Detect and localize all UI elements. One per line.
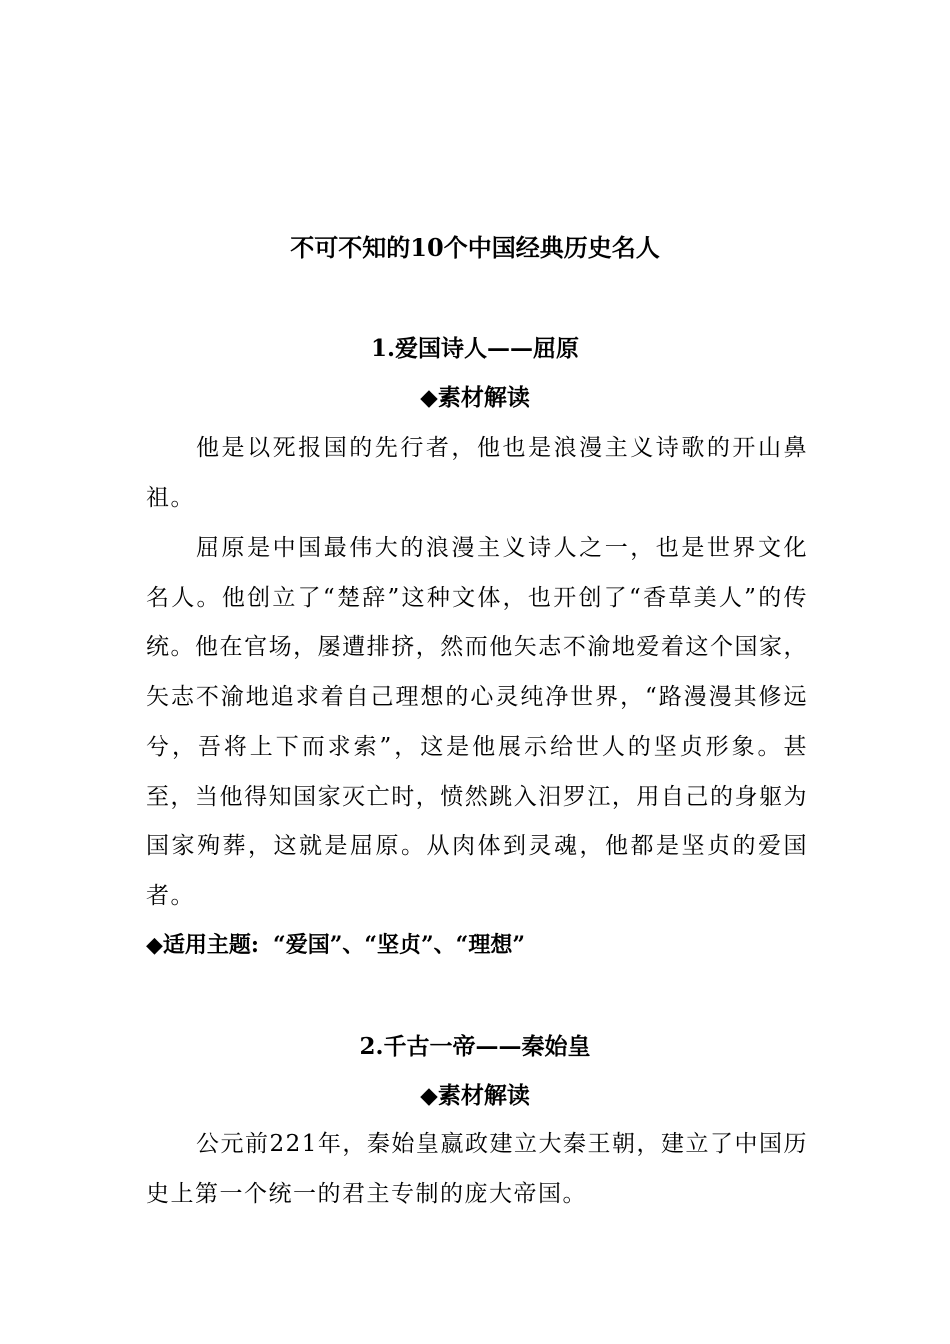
- section-1-theme-label: ◆适用主题:: [146, 932, 260, 958]
- section-1-theme: [146, 928, 808, 962]
- section-1-paragraph-1: 他是以死报国的先行者，他也是浪漫主义诗歌的开山鼻祖。: [146, 435, 808, 511]
- section-1-theme-value: “爱国”、“坚贞”、“理想”: [273, 932, 525, 958]
- section-2-heading: 2.千古一帝——秦始皇: [359, 1033, 591, 1060]
- section-2-subheading: ◆素材解读: [420, 1082, 530, 1109]
- section-1-heading: 1.爱国诗人——屈原: [370, 335, 579, 362]
- section-1-paragraph-2: 屈原是中国最伟大的浪漫主义诗人之一，也是世界文化名人。他创立了“楚辞”这种文体，也开创了“香草美人”的传统。他在官场，屡遭排挤，然而他矢志不渝地爱着这个国家，矢志不渝地追求着自己理想的心灵纯净世界，“路漫漫其修远兮，吾将上下而求索”，这是他展示给世人的坚贞形象。甚至，当他得知国家灭亡时，愤然跳入汨罗江，用自己的身躯为国家殉葬，这就是屈原。从肉体到灵魂，他都是坚贞的爱国者。: [146, 535, 808, 909]
- document-title: 不可不知的10个中国经典历史名人: [290, 233, 660, 262]
- section-2-paragraph-1: 公元前221年，秦始皇嬴政建立大秦王朝，建立了中国历史上第一个统一的君主专制的庞大帝国。: [146, 1131, 808, 1207]
- section-1-subheading: ◆素材解读: [420, 384, 530, 411]
